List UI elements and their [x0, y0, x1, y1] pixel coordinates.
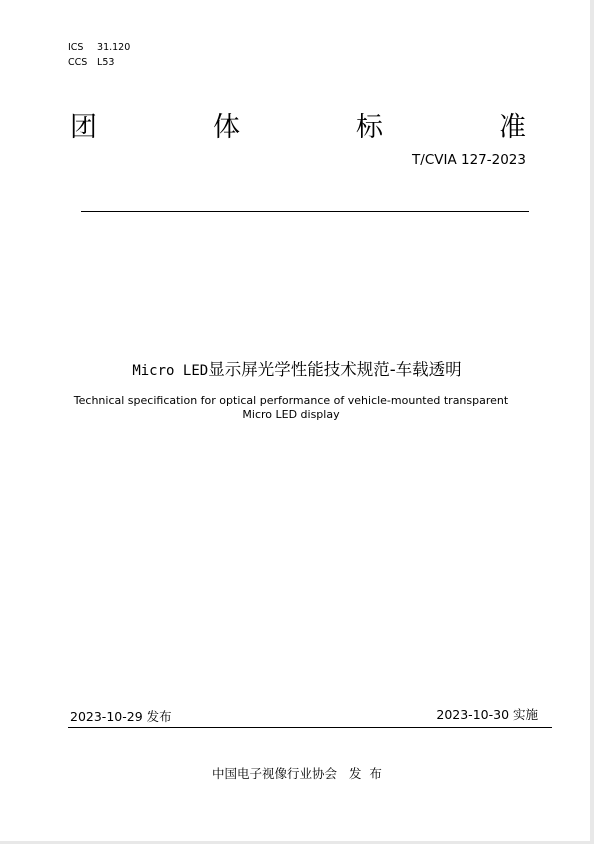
issuer-action: 发 布: [348, 766, 382, 781]
english-title-line-1: Technical specification for optical performance of vehicle-mounted transparent: [73, 394, 509, 407]
issuer-name: 中国电子视像行业协会: [212, 766, 338, 781]
ccs-classification: [68, 57, 114, 69]
chinese-title-main-part: 显示屏光学性能技术规范-车载透明: [208, 360, 462, 379]
standard-type-char: 标: [356, 112, 383, 143]
standard-number: T/CVIA 127-2023: [412, 152, 526, 168]
ics-label: ICS: [68, 42, 84, 53]
chinese-title: [0, 359, 594, 382]
standard-type-char: 团: [70, 112, 97, 143]
standard-type-char: 体: [213, 112, 240, 143]
ics-code: 31.120: [97, 42, 131, 53]
chinese-title-latin-part: Micro LED: [132, 363, 209, 379]
publish-date: 2023-10-29 发布: [70, 709, 172, 724]
standard-type-heading: [70, 110, 526, 146]
english-title-line-2: Micro LED display: [242, 408, 340, 421]
effective-date: 2023-10-30 实施: [436, 707, 538, 722]
standard-type-char: 准: [499, 112, 526, 143]
footer-divider: [68, 727, 552, 728]
english-title: [0, 394, 582, 422]
ics-classification: [68, 42, 130, 54]
header-divider: [81, 211, 529, 212]
page-edge-shadow: [590, 0, 594, 844]
ccs-code: L53: [97, 57, 115, 68]
issuing-organization: [0, 765, 594, 783]
ccs-label: CCS: [68, 57, 88, 68]
